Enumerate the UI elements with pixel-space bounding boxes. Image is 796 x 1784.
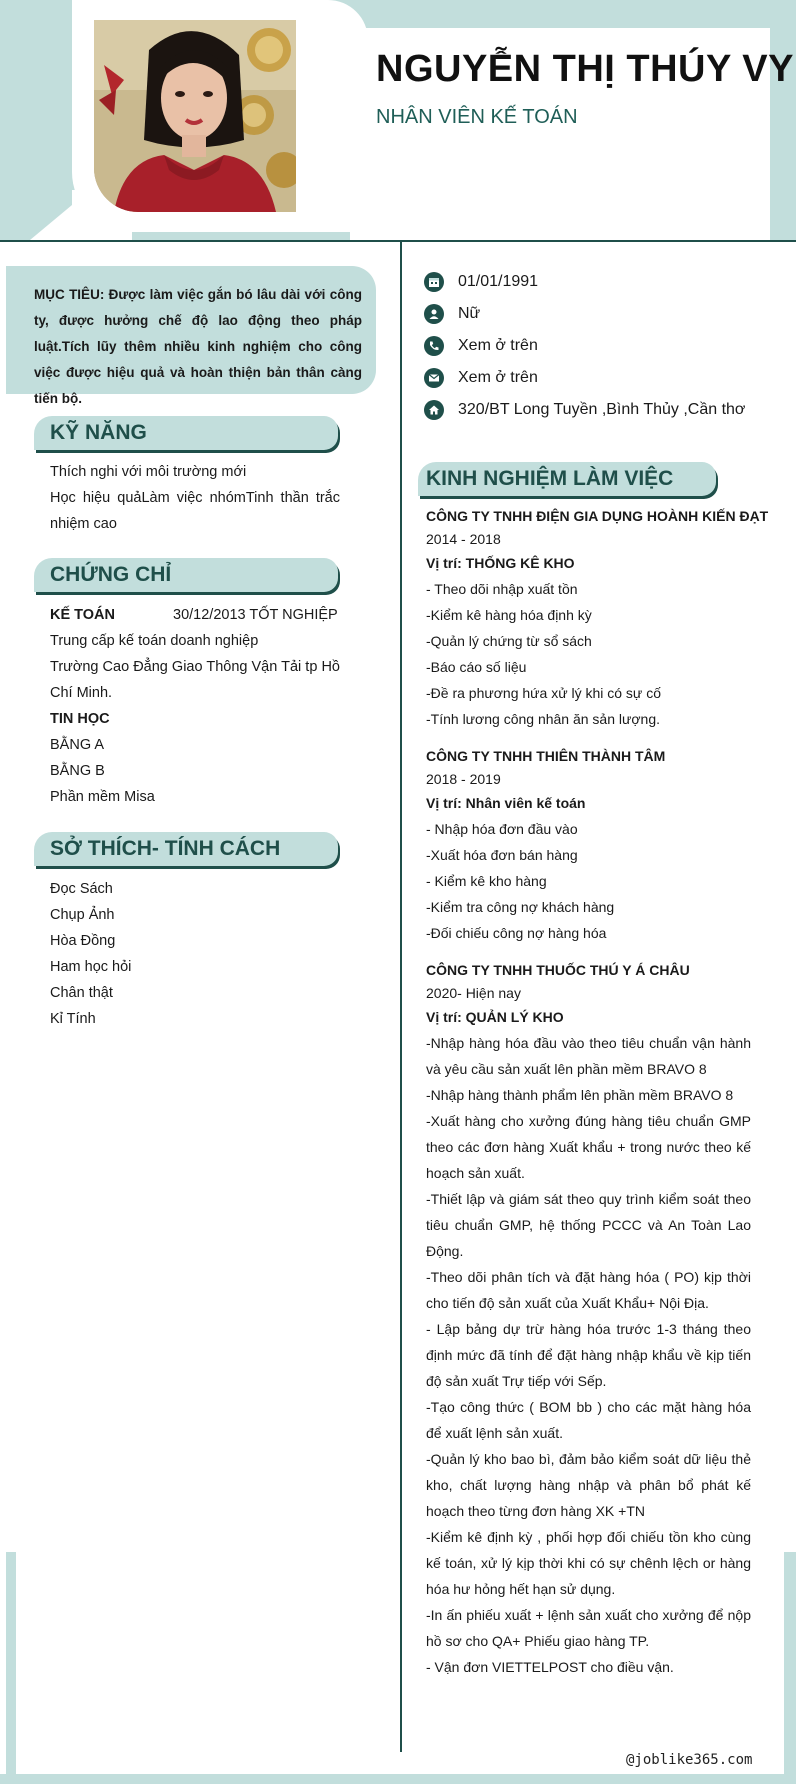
- job-duty: - Kiểm kê kho hàng: [426, 873, 547, 889]
- job-duty: -Nhập hàng hóa đầu vào theo tiêu chuẩn vận hành và yêu cầu sản xuất lên phần mềm BRAVO 8: [426, 1035, 751, 1077]
- job-entry: [426, 744, 751, 946]
- job-entry: [426, 504, 769, 732]
- phone-icon: [424, 336, 444, 356]
- job-period: 2020- Hiện nay: [426, 985, 521, 1001]
- job-period: 2018 - 2019: [426, 771, 501, 787]
- column-divider: [400, 242, 402, 1752]
- contact-list: [424, 266, 745, 426]
- job-position: Vị trí: QUẢN LÝ KHO: [426, 1009, 564, 1025]
- skills-list: [50, 459, 340, 537]
- job-duty: - Theo dõi nhập xuất tồn: [426, 581, 578, 597]
- candidate-job-title: NHÂN VIÊN KẾ TOÁN: [376, 106, 578, 128]
- calendar-icon: [424, 272, 444, 292]
- certificate-it-item: BẰNG B: [50, 763, 105, 779]
- skill-item: Thích nghi với môi trường mới: [50, 464, 247, 480]
- certificate-accounting-label: KẾ TOÁN: [50, 607, 115, 623]
- skills-title: KỸ NĂNG: [50, 421, 147, 444]
- address-value: 320/BT Long Tuyền ,Bình Thủy ,Cần thơ: [458, 401, 746, 418]
- job-duty: -Kiểm kê hàng hóa định kỳ: [426, 607, 592, 623]
- job-duty: -Xuất hóa đơn bán hàng: [426, 847, 578, 863]
- job-position: Vị trí: THỐNG KÊ KHO: [426, 555, 575, 571]
- candidate-name: NGUYỄN THỊ THÚY VY: [376, 48, 794, 90]
- job-duty: -Thiết lập và giám sát theo quy trình kiểm soát theo tiêu chuẩn GMP, hệ thống PCCC và An Toàn Lao Động.: [426, 1191, 751, 1259]
- certificate-line: Trường Cao Đẳng Giao Thông Vận Tải tp Hồ Chí Minh.: [50, 659, 340, 701]
- job-company: CÔNG TY TNHH THIÊN THÀNH TÂM: [426, 748, 666, 764]
- contact-address: [424, 394, 745, 426]
- certificate-it-label: TIN HỌC: [50, 711, 110, 727]
- hobbies-list: [50, 876, 340, 1032]
- certificates-title: CHỨNG CHỈ: [50, 563, 172, 586]
- job-duty: -Nhập hàng thành phẩm lên phần mềm BRAVO 8: [426, 1087, 734, 1103]
- job-duty: -In ấn phiếu xuất + lệnh sản xuất cho xưởng để nộp hồ sơ cho QA+ Phiếu giao hàng TP.: [426, 1607, 751, 1649]
- objective-text: [34, 282, 362, 412]
- skill-item: Học hiệu quảLàm việc nhómTinh thần trắc nhiệm cao: [50, 490, 340, 532]
- photo-frame-corner: [30, 205, 72, 240]
- header-divider: [0, 240, 796, 242]
- job-duty: - Vận đơn VIETTELPOST cho điều vận.: [426, 1659, 674, 1675]
- certificates-list: [50, 602, 340, 810]
- job-duty: -Theo dõi phân tích và đặt hàng hóa ( PO) kịp thời cho tiến độ sản xuất của Xuất Khẩu+ Nội Địa.: [426, 1269, 751, 1311]
- experience-title: KINH NGHIỆM LÀM VIỆC: [426, 467, 674, 490]
- job-duty: -Quản lý chứng từ sổ sách: [426, 633, 592, 649]
- hobby-item: Kỉ Tính: [50, 1011, 96, 1027]
- objective-body: Được làm việc gắn bó lâu dài với công ty, được hưởng chế độ lao động theo pháp luật.Tích lũy thêm nhiều kinh nghiệm cho công việc được hiệu quả và hoàn thiện bản thân càng tiến bộ.: [34, 287, 362, 406]
- job-company: CÔNG TY TNHH THUỐC THÚ Y Á CHÂU: [426, 962, 690, 978]
- job-period: 2014 - 2018: [426, 531, 501, 547]
- phone-value: Xem ở trên: [458, 337, 538, 354]
- watermark: @joblike365.com: [626, 1752, 753, 1768]
- contact-gender: [424, 298, 745, 330]
- contact-email: [424, 362, 745, 394]
- portrait-illustration: [94, 20, 296, 212]
- objective-label: MỤC TIÊU:: [34, 287, 105, 302]
- contact-birthday: [424, 266, 745, 298]
- contact-phone: [424, 330, 745, 362]
- hobby-item: Ham học hỏi: [50, 959, 132, 975]
- home-icon: [424, 400, 444, 420]
- job-duty: -Đề ra phương hứa xử lý khi có sự cố: [426, 685, 661, 701]
- job-duty: -Tính lương công nhân ăn sản lượng.: [426, 711, 661, 727]
- avatar: [94, 20, 296, 212]
- mail-icon: [424, 368, 444, 388]
- job-duty: -Xuất hàng cho xưởng đúng hàng tiêu chuẩn GMP theo các đơn hàng Xuất khẩu + trong nước theo kế hoạch sản xuất.: [426, 1113, 751, 1181]
- gender-value: Nữ: [458, 305, 481, 322]
- certificate-it-item: BẰNG A: [50, 737, 104, 753]
- job-duty: -Kiểm tra công nợ khách hàng: [426, 899, 615, 915]
- birthday-value: 01/01/1991: [458, 273, 539, 290]
- footer-right-border: [784, 1552, 796, 1784]
- job-position: Vị trí: Nhân viên kế toán: [426, 795, 586, 811]
- certificate-accounting: [50, 602, 340, 628]
- job-duty: -Tạo công thức ( BOM bb ) cho các mặt hàng hóa để xuất lệnh sản xuất.: [426, 1399, 751, 1441]
- job-company: CÔNG TY TNHH ĐIỆN GIA DỤNG HOÀNH KIẾN ĐẠT: [426, 508, 769, 524]
- hobby-item: Đọc Sách: [50, 881, 113, 897]
- email-value: Xem ở trên: [458, 369, 538, 386]
- job-duty: - Nhập hóa đơn đầu vào: [426, 821, 578, 837]
- certificate-it-item: Phần mềm Misa: [50, 789, 155, 805]
- hobby-item: Chụp Ảnh: [50, 907, 115, 923]
- user-icon: [424, 304, 444, 324]
- footer-bottom-border: [0, 1774, 796, 1784]
- job-duty: -Đối chiếu công nợ hàng hóa: [426, 925, 607, 941]
- job-duty: -Quản lý kho bao bì, đảm bảo kiểm soát dữ liệu thẻ kho, chất lượng hàng nhập và phân bổ phát kế hoạch theo từng đơn hàng XK +TN: [426, 1451, 751, 1519]
- hobby-item: Chân thật: [50, 985, 113, 1001]
- certificate-accounting-date: 30/12/2013 TỐT NGHIỆP: [173, 607, 338, 623]
- hobbies-title: SỞ THÍCH- TÍNH CÁCH: [50, 837, 281, 860]
- job-duty: -Báo cáo số liệu: [426, 659, 527, 675]
- job-entry: [426, 958, 751, 1680]
- job-duty: - Lập bảng dự trừ hàng hóa trước 1-3 tháng theo định mức đã tính để đặt hàng nhập khẩu về kịp tiến độ sản xuất Trự tiếp với Sếp.: [426, 1321, 751, 1389]
- experience-list: [426, 504, 769, 1680]
- hobby-item: Hòa Đồng: [50, 933, 116, 949]
- footer-left-border: [6, 1552, 16, 1784]
- job-duty: -Kiểm kê định kỳ , phối hợp đối chiếu tồn kho cùng kế toán, xử lý kịp thời khi có sự chênh lệch or hàng hóa hư hỏng hết hạn sử dụng.: [426, 1529, 751, 1597]
- certificate-line: Trung cấp kế toán doanh nghiệp: [50, 633, 259, 649]
